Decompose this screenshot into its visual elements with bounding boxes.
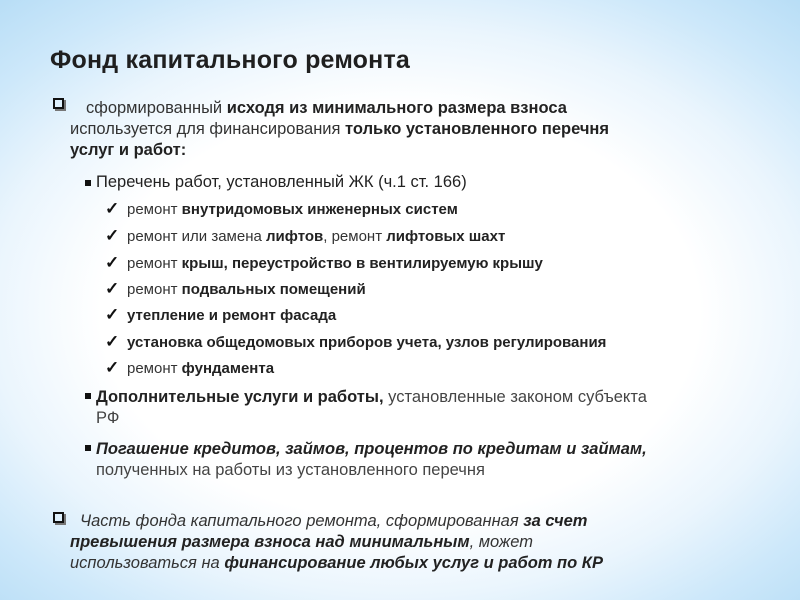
section1-text-3: используется для финансирования <box>70 120 346 138</box>
page-title: Фонд капитального ремонта <box>50 46 411 74</box>
section2-paragraph: Часть фонда капитального ремонта, сформированная за счет превышения размера взноса над минимальным, может использоваться на финансирование любых услуг и работ по КР <box>70 512 603 572</box>
section1-paragraph <box>70 98 750 161</box>
checkbox-bullet-icon <box>53 512 64 523</box>
list-item: ремонт или замена лифтов, ремонт лифтовых шахт <box>127 228 506 245</box>
checkmark-icon: ✓ <box>105 199 120 218</box>
section1-text-5: услуг и работ: <box>70 141 187 159</box>
list-item: установка общедомовых приборов учета, узлов регулирования <box>127 334 607 351</box>
section1-text-2: исходя из минимального размера взноса <box>226 99 567 117</box>
square-bullet-icon <box>85 393 91 399</box>
checkmark-icon: ✓ <box>105 332 120 351</box>
list-item: ремонт крыш, переустройство в вентилируемую крышу <box>127 255 543 272</box>
section1-text-1: сформированный <box>86 99 227 117</box>
credit-repayment-item: Погашение кредитов, займов, процентов по кредитам и займам, полученных на работы из установленного перечня <box>96 440 647 479</box>
list-item: ремонт фундамента <box>127 360 275 377</box>
checkmark-icon: ✓ <box>105 253 120 272</box>
list-item: утепление и ремонт фасада <box>127 307 337 324</box>
checkmark-icon: ✓ <box>105 305 120 324</box>
works-list-heading: Перечень работ, установленный ЖК (ч.1 ст. 166) <box>96 173 467 191</box>
list-item: ремонт внутридомовых инженерных систем <box>127 201 458 218</box>
checkmark-icon: ✓ <box>105 358 120 377</box>
checkmark-icon: ✓ <box>105 279 120 298</box>
square-bullet-icon <box>85 180 91 186</box>
checkbox-bullet-icon <box>53 98 64 109</box>
section1-text-4: только установленного перечня <box>345 120 610 138</box>
list-item: ремонт подвальных помещений <box>127 281 366 298</box>
extra-services-item: Дополнительные услуги и работы, установленные законом субъекта РФ <box>96 388 647 427</box>
checkmark-icon: ✓ <box>105 226 120 245</box>
square-bullet-icon <box>85 445 91 451</box>
